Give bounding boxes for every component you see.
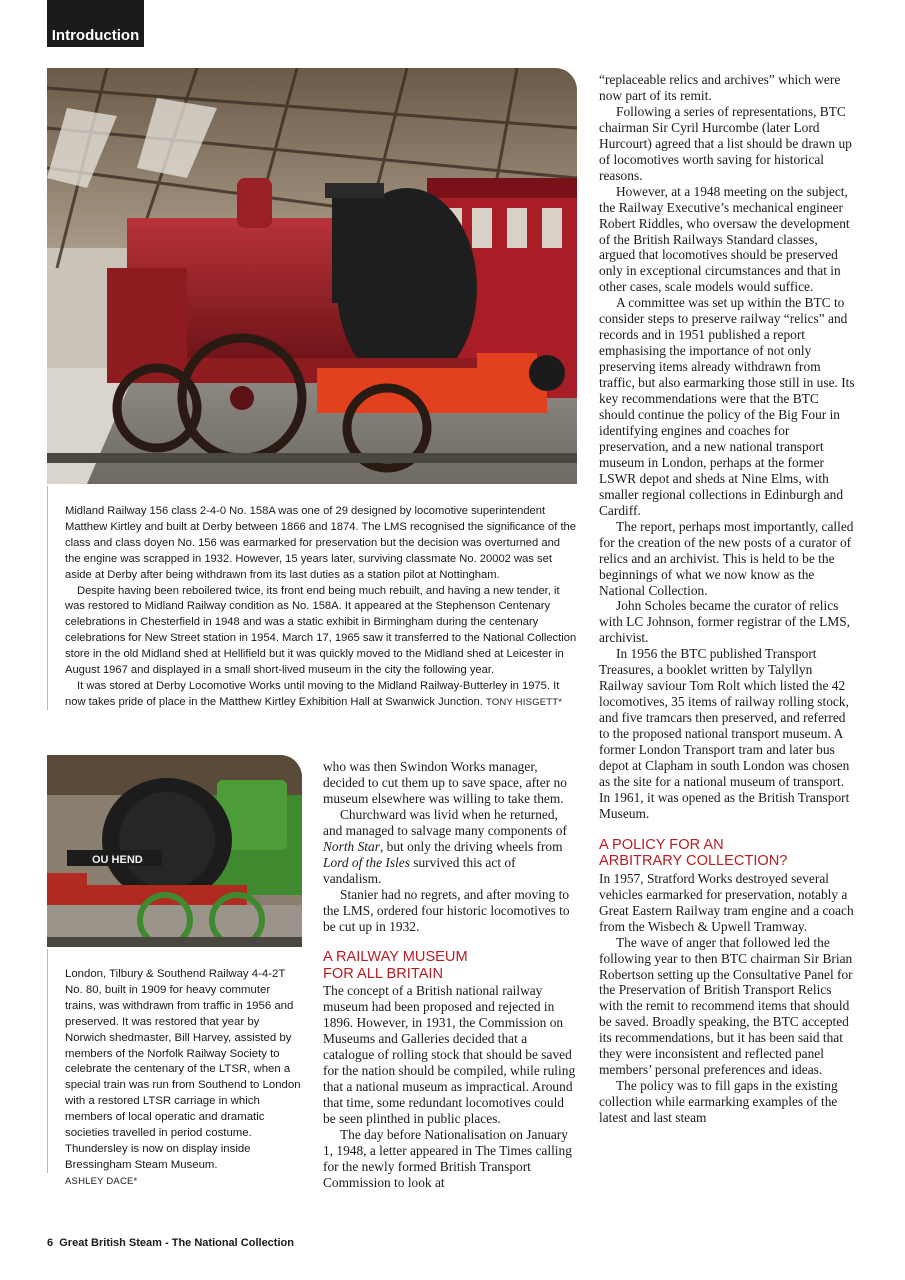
photo-credit-small: ASHLEY DACE* xyxy=(65,1175,138,1187)
locomotive-158a-illustration xyxy=(47,68,577,484)
article-column-right xyxy=(599,72,857,1126)
caption-main-p3-text: It was stored at Derby Locomotive Works until moving to the Midland Railway-Butterley in 1975. It now takes pride of place in the Matthew Kirtley Exhibition Hall at Swanwick Junction. xyxy=(65,679,560,708)
caption-ltsr-80 xyxy=(47,949,302,1187)
article-column-middle xyxy=(323,759,577,1191)
mid-p3: Stanier had no regrets, and after moving to the LMS, ordered four historic locomotives to be cut up in 1932. xyxy=(323,886,570,934)
right-p9: The wave of anger that followed led the following year to then BTC chairman Sir Brian Robertson setting up the Consultative Panel for the Preservation of British Transport Relics with the remit to recommend items that should be saved. Broadly speaking, the BTC accepted its recommendations, but it has been said that they were inconsistent and reflected panel members’ personal preferences and ideas. xyxy=(599,934,853,1078)
right-p4: A committee was set up within the BTC to consider steps to preserve railway “relics” and records and in 1951 published a report emphasising the importance of not only preserving items already withdrawn from traffic, but also earmarking those still in use. Its key recommendations were that the BTC should continue the policy of the Big Four in identifying engines and coaches for preservation, and a new national transport museum in London, perhaps at the former LSWR depot and sheds at Nine Elms, with smaller regional collections in Edinburgh and Cardiff. xyxy=(599,295,855,518)
mid-p2-a: Churchward was livid when he returned, and managed to salvage many components of xyxy=(323,806,567,838)
right-p8: In 1957, Stratford Works destroyed several vehicles earmarked for preservation, notably a Great Eastern Railway tram engine and a coach from the Wisbech & Upwell Tramway. xyxy=(599,870,854,934)
mid-p5: The day before Nationalisation on January 1, 1948, a letter appeared in The Times calling for the newly formed British Transport Commission to look at xyxy=(323,1127,572,1190)
smokebox-plate: OU HEND xyxy=(92,854,143,866)
caption-midland-158a xyxy=(47,486,577,710)
right-p1: “replaceable relics and archives” which were now part of its remit. xyxy=(599,72,841,103)
caption-main-p2: Despite having been reboilered twice, its front end being much rebuilt, and having a new tender, it was restored to Midland Railway condition as No. 158A. It appeared at the Stephenson Centenary celebrations in Chesterfield in 1948 and was a static exhibit in Birmingham during the centenary celebrations for New Street station in 1954. March 17, 1965 saw it transferred to the National Collection store in the old Midland shed at Hellifield but it was quickly moved to the Midland shed at Leicester in August 1967 and displayed in a small short-lived museum in the city the following year. xyxy=(65,584,577,677)
heading-railway-museum xyxy=(323,949,577,982)
caption-main-p3 xyxy=(65,679,577,711)
mid-p2-north-star: North Star xyxy=(323,838,380,854)
right-p2: Following a series of representations, BTC chairman Sir Cyril Hurcombe (later Lord Hurcourt) agreed that a list should be drawn up of locomotives worth saving for historical reasons. xyxy=(599,103,852,183)
mid-p4: The concept of a British national railway museum had been proposed and rejected in 1896. However, in 1931, the Commission on Museums and Galleries decided that a catalogue of rolling stock that should be saved for the nation should be compiled, while ruling that a national museum as impractical. Around that time, some redundant locomotives could be seen plinthed in public places. xyxy=(323,983,576,1127)
section-label: Introduction xyxy=(47,0,144,47)
photo-midland-158a xyxy=(47,68,577,484)
heading-arbitrary-collection-l2: ARBITRARY COLLECTION? xyxy=(599,853,788,870)
heading-arbitrary-collection xyxy=(599,837,857,870)
mid-p2 xyxy=(323,807,577,887)
photo-credit-main: TONY HISGETT* xyxy=(485,696,563,708)
publication-title: Great British Steam - The National Collection xyxy=(59,1237,294,1249)
mid-p2-b: , but only the driving wheels from xyxy=(379,838,563,854)
mid-p1: who was then Swindon Works manager, decided to cut them up to save space, after no museum elsewhere was willing to take them. xyxy=(323,759,567,806)
caption-main-p1: Midland Railway 156 class 2-4-0 No. 158A was one of 29 designed by locomotive superintendent Matthew Kirtley and built at Derby between 1866 and 1874. The LMS recognised the significance of the class and class doyen No. 156 was earmarked for preservation but the decision was overturned and the engine was scrapped in 1932. However, 15 years later, surviving classmate No. 20002 was set aside at Derby after being withdrawn from its last duties as a station pilot at Nottingham. xyxy=(65,505,577,581)
heading-railway-museum-l1: A RAILWAY MUSEUM xyxy=(323,949,468,966)
heading-railway-museum-l2: FOR ALL BRITAIN xyxy=(323,965,444,982)
right-p5: The report, perhaps most importantly, called for the creation of the new posts of a curator of relics and an archivist. This is held to be the beginnings of what we now know as the National Collection. xyxy=(599,518,854,598)
right-p3: However, at a 1948 meeting on the subject, the Railway Executive’s mechanical engineer Robert Riddles, who oversaw the development of the British Railways Standard classes, argued that locomotives should be preserved only in exceptional circumstances and that in other cases, scale models would suffice. xyxy=(599,183,850,295)
right-p6: John Scholes became the curator of relics with LC Johnson, former registrar of the LMS, archivist. xyxy=(599,598,851,646)
page-number: 6 xyxy=(47,1237,54,1249)
mid-p2-c: survived this act of vandalism. xyxy=(323,854,516,886)
page-footer xyxy=(47,1237,294,1249)
right-p7: In 1956 the BTC published Transport Treasures, a booklet written by Talyllyn Railway saviour Tom Rolt which listed the 42 locomotives, 35 items of railway rolling stock, and five tramcars then preserved, and referred to the proposed national transport museum. A former London Transport tram and later bus depot at Clapham in south London was chosen as the site for a national museum of transport. In 1961, it was opened as the British Transport Museum. xyxy=(599,646,850,821)
photo-ltsr-80 xyxy=(47,755,302,947)
heading-arbitrary-collection-l1: A POLICY FOR AN xyxy=(599,836,724,853)
caption-small-p1: London, Tilbury & Southend Railway 4-4-2T No. 80, built in 1909 for heavy commuter trains, was withdrawn from traffic in 1956 and preserved. It was restored that year by Norwich shedmaster, Bill Harvey, assisted by members of the Norfolk Railway Society to celebrate the centenary of the LTSR, when a special train was run from Southend to London with a restored LTSR carriage in which members of local operatic and dramatic societies travelled in period costume. Thundersley is now on display inside Bressingham Steam Museum. xyxy=(65,968,301,1171)
mid-p2-lord-of-the-isles: Lord of the Isles xyxy=(323,854,410,870)
right-p10: The policy was to fill gaps in the existing collection while earmarking examples of the latest and last steam xyxy=(599,1078,838,1126)
locomotive-thundersley-illustration xyxy=(47,755,302,947)
